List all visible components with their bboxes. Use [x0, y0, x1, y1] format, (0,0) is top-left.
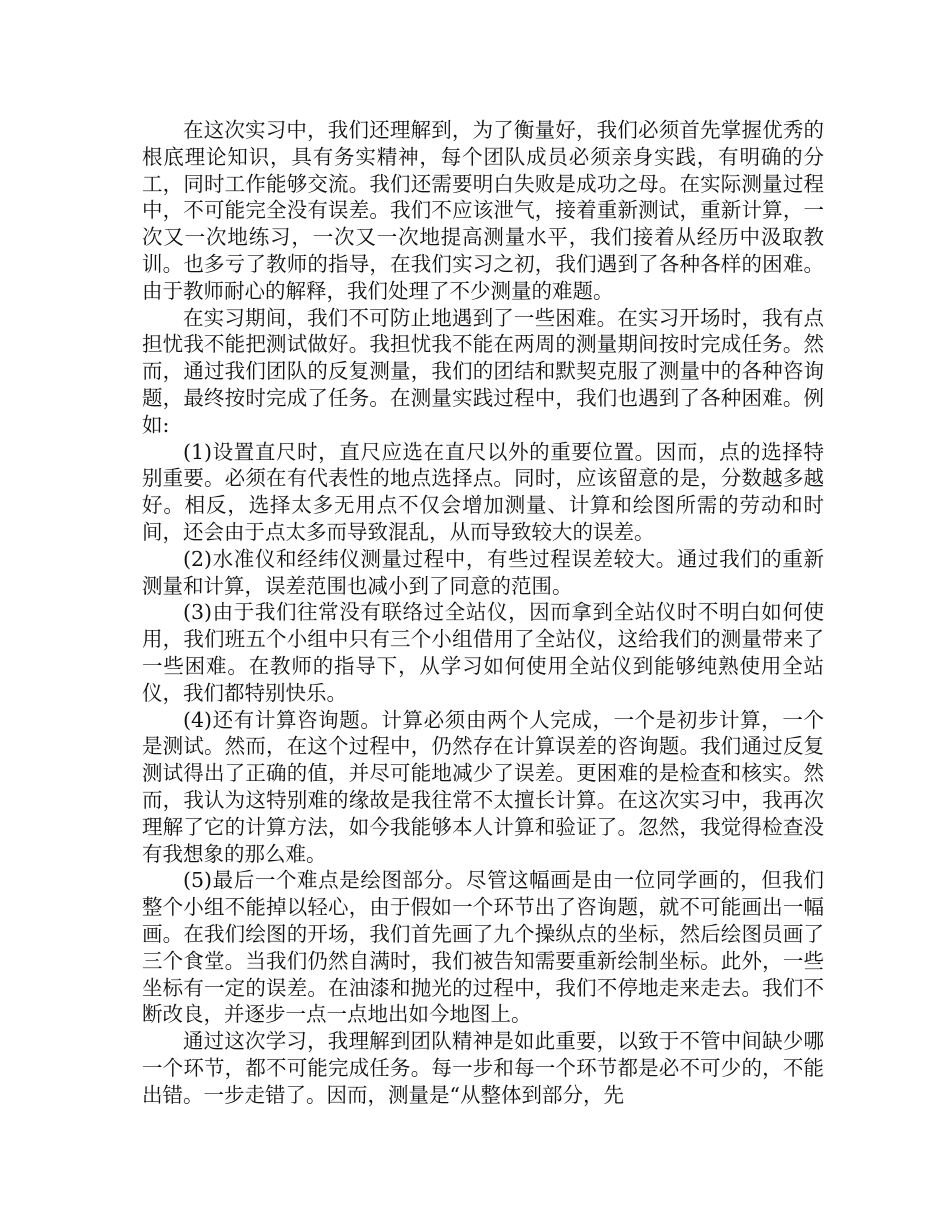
paragraph-difficulties: 在实习期间，我们不可防止地遇到了一些困难。在实习开场时，我有点担忧我不能把测试做好。我担忧我不能在两周的测量期间按时完成任务。然而，通过我们团队的反复测量，我们的团结和默契克服了测量中的各种咨询题，最终按时完成了任务。在测量实践过程中，我们也遇到了各种困难。例如: [142, 305, 824, 437]
paragraph-item-5: (5)最后一个难点是绘图部分。尽管这幅画是由一位同学画的，但我们整个小组不能掉以轻心，由于假如一个环节出了咨询题，就不可能画出一幅画。在我们绘图的开场，我们首先画了九个操纵点的坐标，然后绘图员画了三个食堂。当我们仍然自满时，我们被告知需要重新绘制坐标。此外，一些坐标有一定的误差。在油漆和抛光的过程中，我们不停地走来走去。我们不断改良，并逐步一点一点地出如今地图上。 [142, 868, 824, 1027]
paragraph-item-3: (3)由于我们往常没有联络过全站仪，因而拿到全站仪时不明白如何使用，我们班五个小组中只有三个小组借用了全站仪，这给我们的测量带来了一些困难。在教师的指导下，从学习如何使用全站仪到能够纯熟使用全站仪，我们都特别快乐。 [142, 600, 824, 705]
paragraph-item-1: (1)设置直尺时，直尺应选在直尺以外的重要位置。因而，点的选择特别重要。必须在有代表性的地点选择点。同时，应该留意的是，分数越多越好。相反，选择太多无用点不仅会增加测量、计算和绘图所需的劳动和时间，还会由于点太多而导致混乱，从而导致较大的误差。 [142, 439, 824, 544]
paragraph-intro: 在这次实习中，我们还理解到，为了衡量好，我们必须首先掌握优秀的根底理论知识，具有务实精神，每个团队成员必须亲身实践，有明确的分工，同时工作能够交流。我们还需要明白失败是成功之母。在实际测量过程中，不可能完全没有误差。我们不应该泄气，接着重新测试，重新计算，一次又一次地练习，一次又一次地提高测量水平，我们接着从经历中汲取教训。也多亏了教师的指导，在我们实习之初，我们遇到了各种各样的困难。由于教师耐心的解释，我们处理了不少测量的难题。 [142, 118, 824, 303]
paragraph-conclusion: 通过这次学习，我理解到团队精神是如此重要，以致于不管中间缺少哪一个环节，都不可能完成任务。每一步和每一个环节都是必不可少的，不能出错。一步走错了。因而，测量是“从整体到部分，先 [142, 1029, 824, 1107]
paragraph-item-4: (4)还有计算咨询题。计算必须由两个人完成，一个是初步计算，一个是测试。然而，在这个过程中，仍然存在计算误差的咨询题。我们通过反复测试得出了正确的值，并尽可能地减少了误差。更困难的是检查和核实。然而，我认为这特别难的缘故是我往常不太擅长计算。在这次实习中，我再次理解了它的计算方法，如今我能够本人计算和验证了。忽然，我觉得检查没有我想象的那么难。 [142, 707, 824, 866]
paragraph-item-2: (2)水准仪和经纬仪测量过程中，有些过程误差较大。通过我们的重新测量和计算，误差范围也减小到了同意的范围。 [142, 546, 824, 598]
document-body [142, 117, 824, 1108]
